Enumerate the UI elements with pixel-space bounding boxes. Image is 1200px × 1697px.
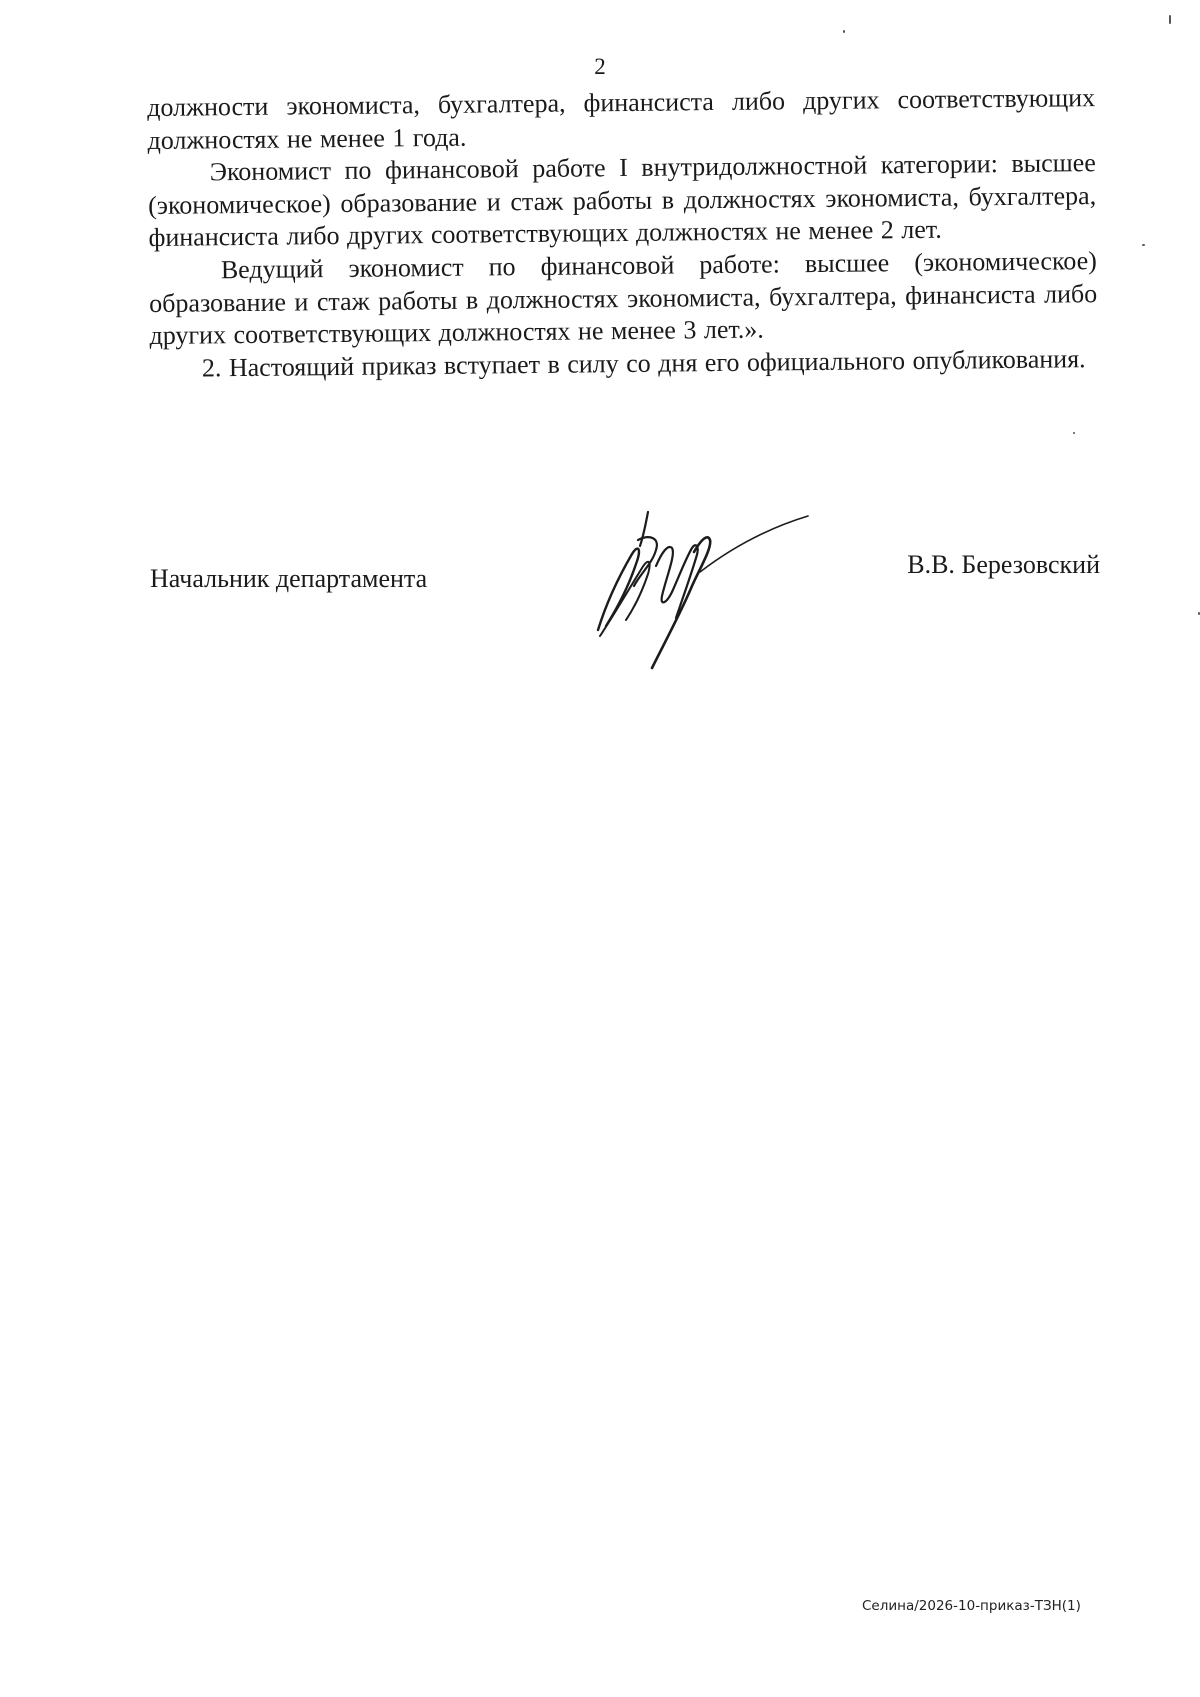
signatory-position: Начальник департамента — [150, 564, 428, 593]
signature-stroke — [598, 549, 639, 630]
scan-speck — [1142, 244, 1145, 246]
scan-speck — [843, 30, 845, 33]
paragraph-effective-date: 2. Настоящий приказ вступает в силу со дня его официального опубликования. — [201, 343, 1086, 383]
signature-stroke — [640, 512, 648, 546]
page-number: 2 — [594, 54, 606, 79]
handwritten-signature — [596, 508, 816, 678]
paragraph-leading-economist: Ведущий экономист по финансовой работе: высшее (экономическое) образование и стаж работы в должностях экономиста, бухгалтера, финансиста либо других соответствующих должностях не менее 3 лет.». — [149, 246, 1098, 351]
scan-speck — [1073, 432, 1075, 434]
paragraph-economist-category-1: Экономист по финансовой работе I внутридолжностной категории: высшее (экономическое) образование и стаж работы в должностях экономиста, бухгалтера, финансиста либо других соответствующих должностях не менее 2 лет. — [148, 148, 1097, 253]
scan-speck — [1169, 15, 1171, 24]
paragraph-continuation: должности экономиста, бухгалтера, финансиста либо других соответствующих должностях не менее 1 года. — [147, 83, 1096, 155]
document-body — [147, 82, 1098, 385]
signature-stroke — [700, 516, 808, 572]
signatory-name: В.В. Березовский — [907, 550, 1100, 579]
document-reference-code: Селина/2026-10-приказ-ТЗН(1) — [862, 1598, 1081, 1614]
signature-stroke — [656, 547, 673, 602]
